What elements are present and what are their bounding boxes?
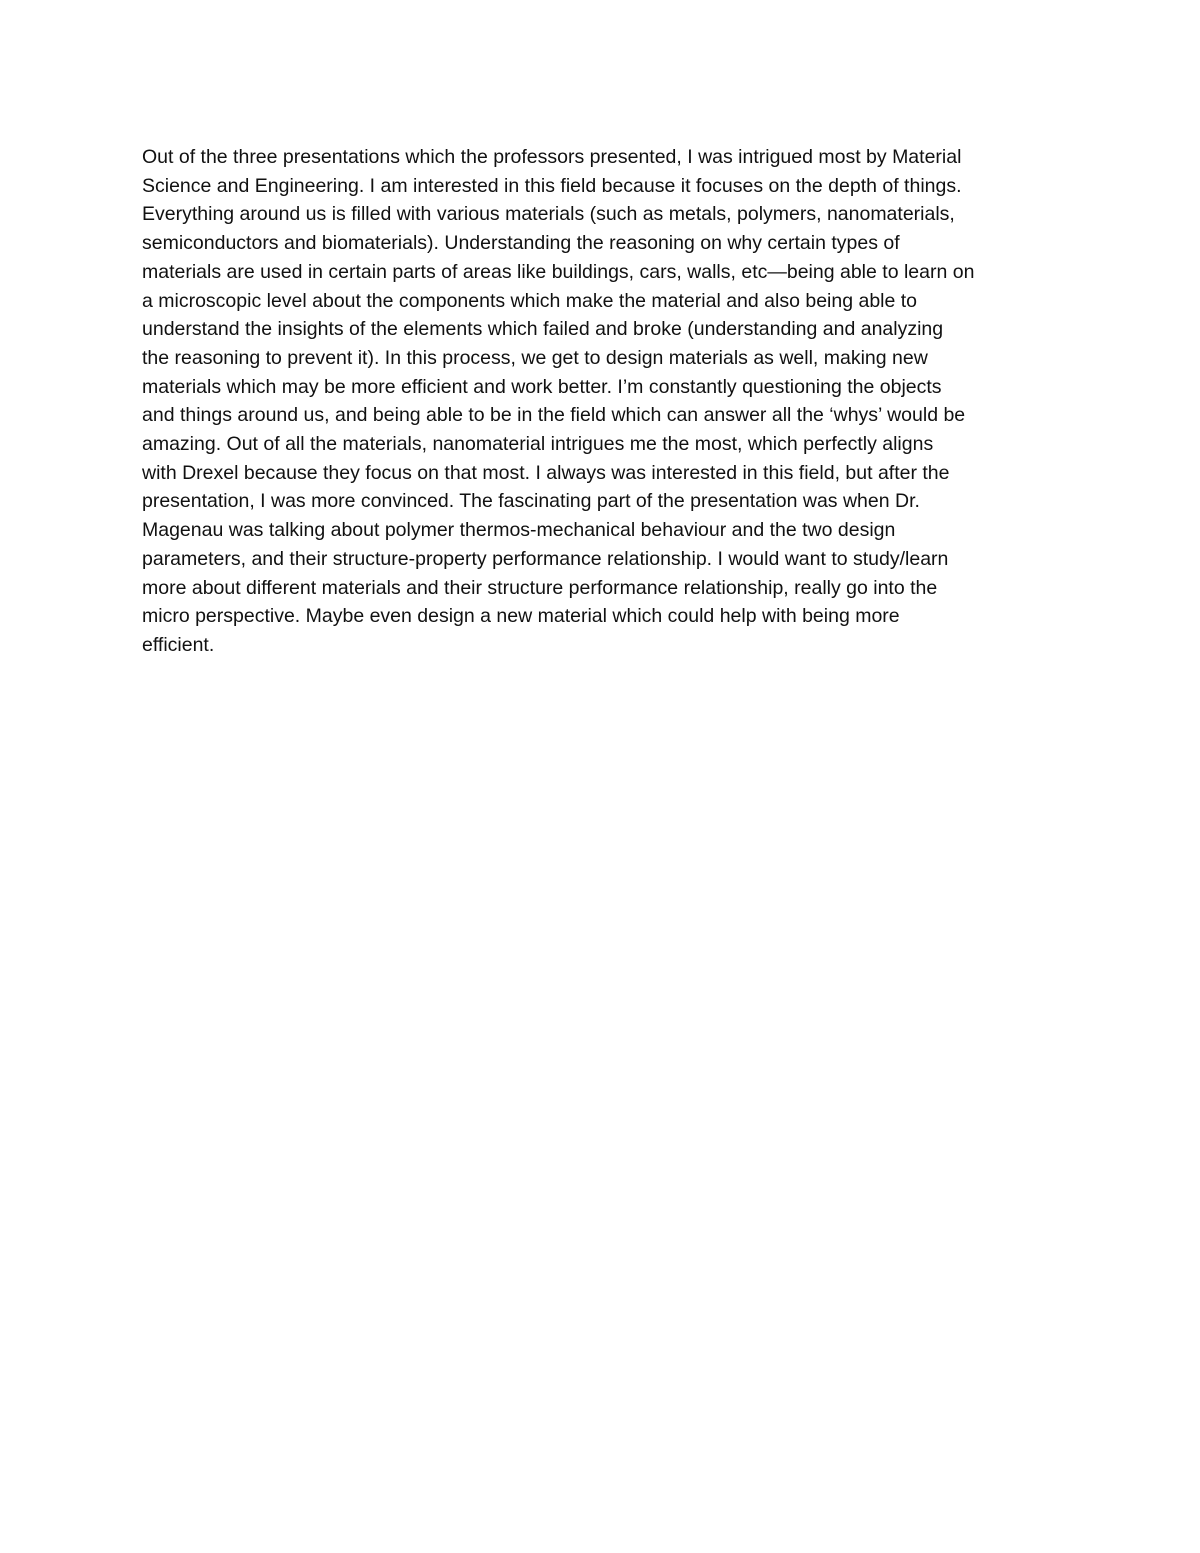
paragraph-line: presentation, I was more convinced. The fascinating part of the presentation was when Dr. (142, 490, 920, 513)
paragraph-line: efficient. (142, 633, 215, 656)
paragraph-line: materials which may be more efficient and work better. I’m constantly questioning the objects (142, 375, 942, 398)
paragraph-line: understand the insights of the elements which failed and broke (understanding and analyzing (142, 318, 944, 341)
paragraph-line: the reasoning to prevent it). In this process, we get to design materials as well, making new (142, 346, 928, 369)
paragraph-line: more about different materials and their structure performance relationship, really go into the (142, 576, 938, 599)
paragraph-line: and things around us, and being able to be in the field which can answer all the ‘whys’ would be (142, 404, 966, 427)
body-paragraph (142, 143, 1072, 660)
paragraph-line: materials are used in certain parts of areas like buildings, cars, walls, etc—being able to learn on (142, 260, 975, 283)
paragraph-line: Everything around us is filled with various materials (such as metals, polymers, nanomaterials, (142, 203, 955, 226)
paragraph-line: Science and Engineering. I am interested in this field because it focuses on the depth of things. (142, 174, 962, 197)
paragraph-line: Out of the three presentations which the professors presented, I was intrigued most by Material (142, 146, 962, 168)
paragraph-line: Magenau was talking about polymer thermos-mechanical behaviour and the two design (142, 519, 896, 542)
paragraph-line: amazing. Out of all the materials, nanomaterial intrigues me the most, which perfectly aligns (142, 433, 934, 456)
paragraph-line: parameters, and their structure-property performance relationship. I would want to study/learn (142, 547, 949, 570)
paragraph-line: a microscopic level about the components which make the material and also being able to (142, 289, 918, 312)
paragraph-line: semiconductors and biomaterials). Understanding the reasoning on why certain types of (142, 232, 900, 255)
paragraph-line: with Drexel because they focus on that most. I always was interested in this field, but after the (142, 461, 950, 484)
paragraph-line: micro perspective. Maybe even design a new material which could help with being more (142, 605, 900, 628)
